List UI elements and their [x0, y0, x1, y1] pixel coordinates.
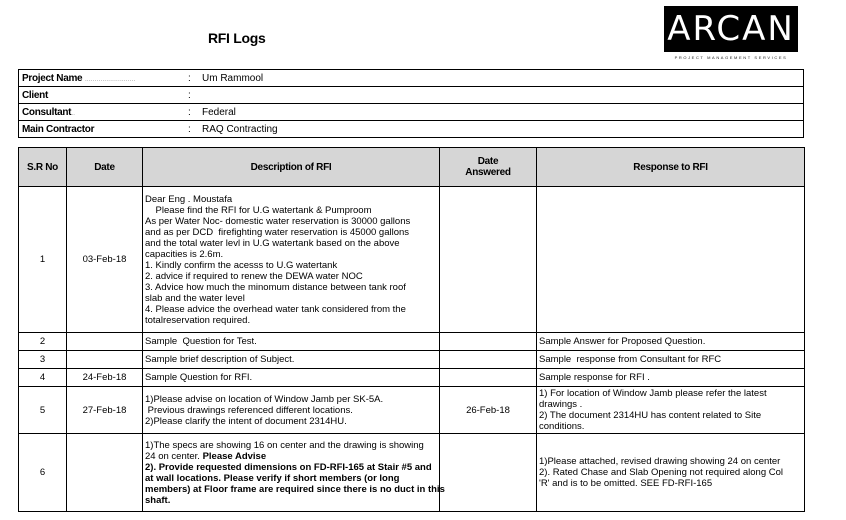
text-line: 1)Please attached, revised drawing showing 24 on center	[539, 456, 781, 467]
rfi-date	[67, 333, 143, 351]
project-name-label: Project Name ..........................	[19, 70, 186, 87]
rfi-response	[537, 434, 805, 512]
rfi-date-answered: 26-Feb-18	[440, 387, 537, 434]
rfi-sr-no: 2	[19, 333, 67, 351]
company-logo	[664, 6, 798, 60]
rfi-sr-no: 6	[19, 434, 67, 512]
rfi-description	[143, 387, 440, 434]
text-line: 1) For location of Window Jamb please refer the latest	[539, 388, 767, 399]
rfi-date: 27-Feb-18	[67, 387, 143, 434]
consultant-label: Consultant..	[19, 104, 186, 121]
text-line: capacities is 2.6m.	[145, 248, 224, 260]
rfi-response	[537, 351, 805, 369]
text-line: conditions.	[539, 421, 585, 432]
rfi-response	[537, 333, 805, 351]
text-line: and as per DCD firefighting water reservation is 45000 gallons	[145, 226, 410, 238]
rfi-response	[537, 369, 805, 387]
main-contractor-value: : RAQ Contracting	[185, 121, 804, 138]
rfi-log-table	[18, 147, 805, 512]
rfi-sr-no: 1	[19, 187, 67, 333]
project-info-row	[19, 87, 804, 104]
logo-tagline: PROJECT MANAGEMENT SERVICES	[674, 55, 788, 60]
rfi-date-answered	[440, 187, 537, 333]
rfi-row	[19, 369, 805, 387]
rfi-header-row	[19, 148, 805, 187]
rfi-description	[143, 187, 440, 333]
text-line: 1. Kindly confirm the acesss to U.G watertank	[145, 259, 338, 271]
text-line: slab and the water level	[145, 292, 245, 304]
header-description: Description of RFI	[143, 148, 440, 187]
rfi-description	[143, 434, 445, 512]
text-line: 'R' and is to be omitted. SEE FD-RFI-165	[539, 478, 713, 489]
rfi-row	[19, 387, 805, 434]
text-line: members) at Floor frame are required since there is no duct in this	[145, 483, 445, 495]
header-sr-no: S.R No	[19, 148, 67, 187]
document-title: RFI Logs	[208, 30, 266, 46]
text-line: totalreservation required.	[145, 314, 251, 326]
rfi-date	[67, 434, 143, 512]
project-info-table	[18, 69, 804, 138]
project-name-value: : Um Rammool	[185, 70, 804, 87]
text-line: Sample response for RFI .	[539, 372, 650, 383]
text-line: Please find the RFI for U.G watertank & Pumproom	[145, 204, 372, 216]
text-line: 2)Please clarify the intent of document 2314HU.	[145, 415, 347, 427]
text-line: 1)Please advise on location of Window Jamb per SK-5A.	[145, 393, 384, 405]
text-line: 24 on center. Please Advise	[145, 450, 267, 462]
rfi-date-answered	[440, 351, 537, 369]
header-response: Response to RFI	[537, 148, 805, 187]
text-line: As per Water Noc- domestic water reservation is 30000 gallons	[145, 215, 411, 227]
client-value: :	[185, 87, 804, 104]
text-line: 2. advice if required to renew the DEWA water NOC	[145, 270, 363, 282]
text-line: Sample brief description of Subject.	[145, 354, 295, 365]
rfi-description	[143, 369, 440, 387]
text-line: 2) The document 2314HU has content related to Site	[539, 410, 762, 421]
rfi-sr-no: 4	[19, 369, 67, 387]
rfi-date-answered	[440, 333, 537, 351]
text-line: Sample Question for Test.	[145, 336, 257, 347]
header-date-answered: Date Answered	[440, 148, 537, 187]
text-line: drawings .	[539, 399, 583, 410]
bold-inline-text: Please Advise	[202, 450, 267, 462]
rfi-sr-no: 5	[19, 387, 67, 434]
rfi-description	[143, 333, 440, 351]
text-line: at wall locations. Please verify if short members (or long	[145, 472, 400, 484]
text-line: Sample Answer for Proposed Question.	[539, 336, 706, 347]
text-line: and the total water levl in U.G watertank based on the above	[145, 237, 400, 249]
rfi-row	[19, 434, 805, 512]
text-line: 3. Advice how much the minomum distance between tank roof	[145, 281, 406, 293]
text-line: Dear Eng . Moustafa	[145, 193, 233, 205]
rfi-date: 03-Feb-18	[67, 187, 143, 333]
text-line: 2). Provide requested dimensions on FD-RFI-165 at Stair #5 and	[145, 461, 432, 473]
consultant-value: : Federal	[185, 104, 804, 121]
project-info-row	[19, 104, 804, 121]
rfi-row	[19, 187, 805, 333]
text-line: Previous drawings referenced different locations.	[145, 404, 353, 416]
rfi-description	[143, 351, 440, 369]
text-line: 2). Rated Chase and Slab Opening not required along Col	[539, 467, 783, 478]
client-label: Client	[19, 87, 186, 104]
logo-wordmark: ARCAN	[664, 6, 798, 52]
text-line: Sample Question for RFI.	[145, 372, 253, 383]
rfi-date	[67, 351, 143, 369]
text-line: 1)The specs are showing 16 on center and the drawing is showing	[145, 439, 424, 451]
rfi-row	[19, 333, 805, 351]
rfi-date-answered	[440, 434, 537, 512]
project-info-row	[19, 70, 804, 87]
rfi-row	[19, 351, 805, 369]
header-date: Date	[67, 148, 143, 187]
rfi-date-answered	[440, 369, 537, 387]
text-line: 4. Please advice the overhead water tank considered from the	[145, 303, 406, 315]
rfi-response	[537, 187, 805, 333]
rfi-sr-no: 3	[19, 351, 67, 369]
rfi-date: 24-Feb-18	[67, 369, 143, 387]
text-line: shaft.	[145, 494, 171, 506]
project-info-row	[19, 121, 804, 138]
text-line: Sample response from Consultant for RFC	[539, 354, 722, 365]
main-contractor-label: Main Contractor	[19, 121, 186, 138]
rfi-response	[537, 387, 805, 434]
